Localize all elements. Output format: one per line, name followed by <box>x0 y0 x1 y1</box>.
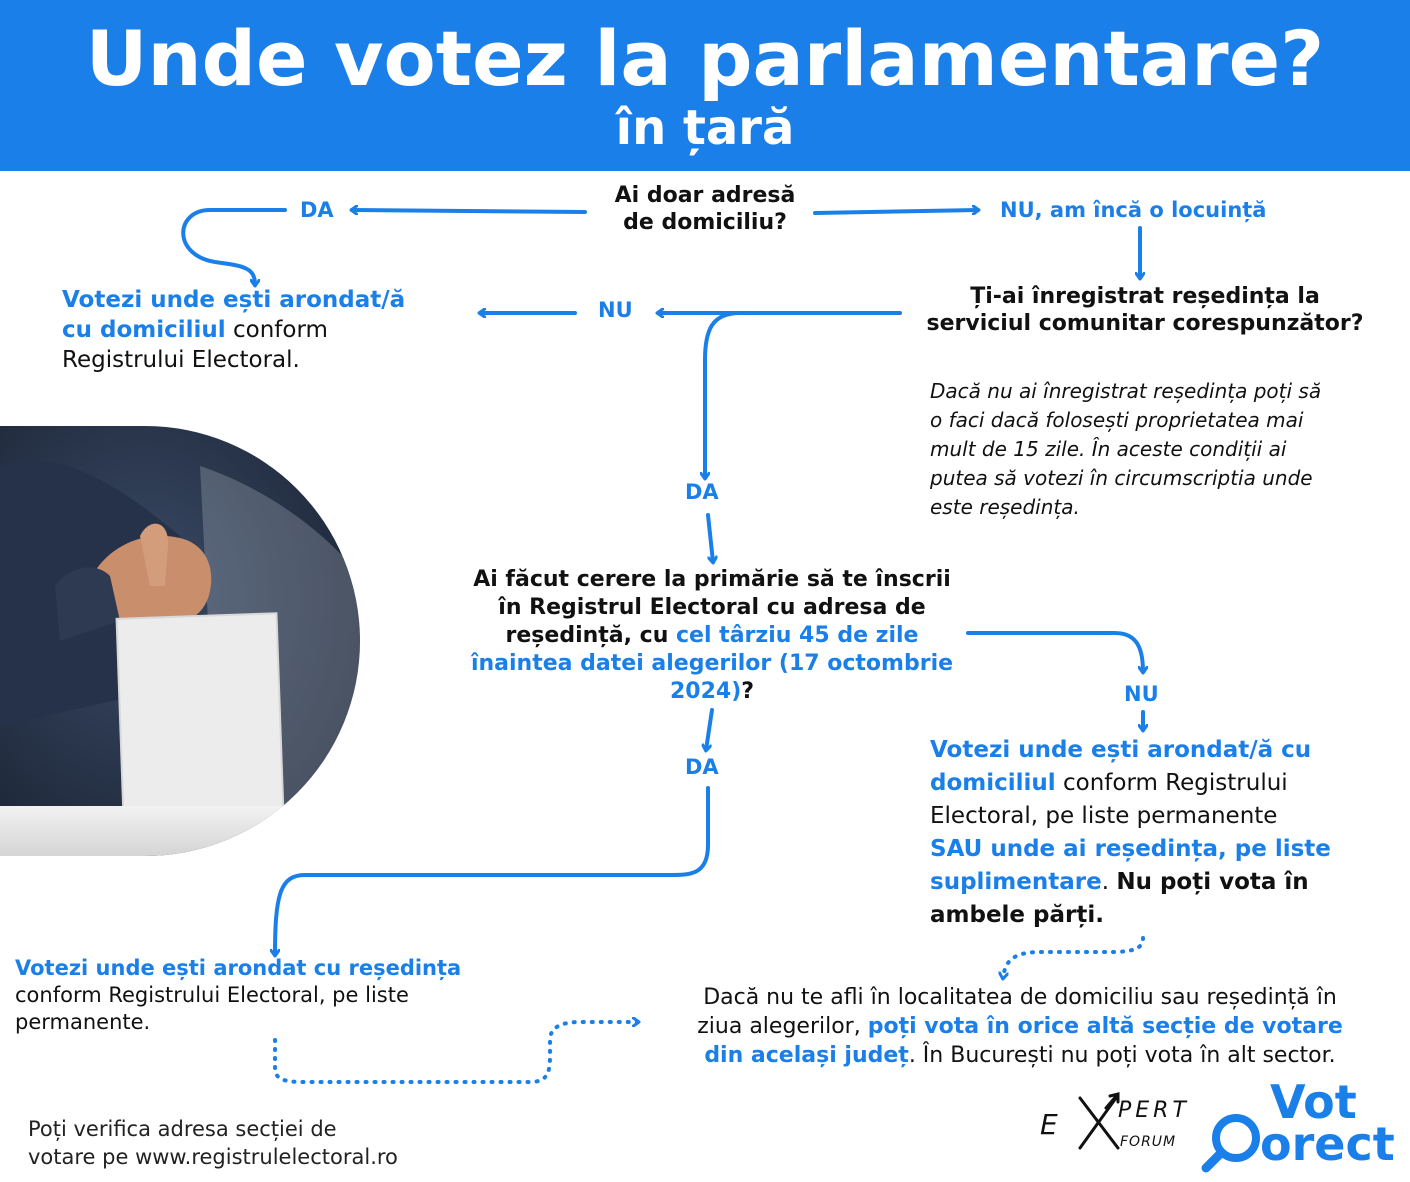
corect-logo-word: orect <box>1260 1117 1395 1171</box>
expert-logo-forum: FORUM <box>1120 1134 1177 1150</box>
arrow-q1-no <box>815 210 978 213</box>
ballot-illustration <box>0 426 360 856</box>
arrow-da-to-q3 <box>708 515 713 562</box>
result-3-text: conform Registrului <box>1055 770 1288 796</box>
result-3 <box>930 734 1400 932</box>
arrow-q2-yes <box>705 313 740 478</box>
result-3-warning: ambele părți. <box>930 902 1104 928</box>
arrow-q1-yes <box>352 210 585 212</box>
label-q1-yes: DA <box>300 198 334 222</box>
result-3-text: Electoral, pe liste permanente <box>930 803 1278 829</box>
magnifier-icon <box>1198 1110 1268 1175</box>
label-q2-no: NU <box>598 298 633 322</box>
label-q3-no: NU <box>1124 682 1159 706</box>
question-3-line: în Registrul Electoral cu adresa de <box>498 595 926 620</box>
question-1-line: de domiciliu? <box>623 210 787 235</box>
final-info-text: Dacă nu te afli în localitatea de domiciliu sau reședință în <box>703 985 1337 1010</box>
dotted-r3-to-final <box>1003 938 1143 978</box>
expert-logo-letter: E <box>1040 1108 1058 1141</box>
question-1-line: Ai doar adresă <box>614 183 796 208</box>
ballot-photo <box>0 426 360 856</box>
question-3-line: ? <box>741 679 755 704</box>
final-info-highlight: poți vota în orice altă secție de votare <box>867 1014 1343 1039</box>
result-1 <box>62 285 482 375</box>
question-1 <box>575 182 835 236</box>
result-2-text: conform Registrului Electoral, pe liste <box>15 983 409 1007</box>
page-title: Unde votez la parlamentare? <box>85 14 1325 103</box>
arrow-q3-yes <box>706 710 712 750</box>
footer-note <box>28 1115 528 1171</box>
footer-line: Poți verifica adresa secției de <box>28 1117 337 1141</box>
result-1-text: conform <box>225 317 328 343</box>
final-info-text: . În București nu poți vota în alt sector. <box>908 1043 1336 1068</box>
question-2-line: Ți-ai înregistrat reședința la <box>970 284 1320 309</box>
result-1-highlight: cu domiciliul <box>62 317 226 343</box>
final-info <box>640 983 1400 1070</box>
arrow-q3-no <box>968 633 1143 672</box>
footer-website: votare pe www.registrulelectoral.ro <box>28 1145 398 1169</box>
deadline-highlight: cel târziu 45 de zile <box>676 623 919 648</box>
label-q2-yes: DA <box>685 480 719 504</box>
result-3-highlight: SAU unde ai reședința, pe liste <box>930 836 1331 862</box>
note-line: putea să votezi în circumscriptia unde <box>930 466 1313 490</box>
question-3-line: reședință, cu <box>505 623 677 648</box>
final-info-text: ziua alegerilor, <box>697 1014 868 1039</box>
expert-logo-word: PERT <box>1118 1098 1190 1123</box>
vot-corect-logo <box>1198 1075 1398 1175</box>
header-banner <box>0 0 1410 171</box>
result-1-highlight: Votezi unde ești arondat/ă <box>62 287 406 313</box>
result-3-highlight: Votezi unde ești arondat/ă cu <box>930 737 1312 763</box>
vot-logo-word: Vot <box>1270 1075 1357 1129</box>
result-3-highlight: suplimentare <box>930 869 1102 895</box>
question-2 <box>890 283 1400 337</box>
final-info-highlight: din același județ <box>704 1043 909 1068</box>
result-1-text: Registrului Electoral. <box>62 347 300 373</box>
note-line: este reședința. <box>930 495 1080 519</box>
note-line: o faci dacă folosești proprietatea mai <box>930 408 1304 432</box>
question-2-line: serviciul comunitar corespunzător? <box>926 311 1364 336</box>
note-line: Dacă nu ai înregistrat reședința poți să <box>930 379 1322 403</box>
question-3-line: Ai făcut cerere la primărie să te înscrii <box>473 567 951 592</box>
label-q1-no: NU, am încă o locuință <box>1000 198 1267 222</box>
expert-forum-logo <box>1040 1090 1190 1170</box>
question-3 <box>432 566 992 706</box>
label-q3-yes: DA <box>685 755 719 779</box>
result-2-highlight: Votezi unde ești arondat cu reședința <box>15 956 462 980</box>
result-2 <box>15 955 495 1036</box>
deadline-highlight: înaintea datei alegerilor (17 octombrie <box>470 651 954 676</box>
note-line: mult de 15 zile. În aceste condiții ai <box>930 437 1287 461</box>
page-subtitle: în țară <box>615 100 795 156</box>
arrow-da-to-r2 <box>275 788 708 955</box>
result-3-text: . <box>1101 869 1117 895</box>
result-3-warning: Nu poți vota în <box>1116 869 1309 895</box>
result-3-highlight: domiciliul <box>930 770 1056 796</box>
deadline-highlight: 2024) <box>669 679 742 704</box>
result-2-text: permanente. <box>15 1010 151 1034</box>
residence-note <box>930 377 1390 522</box>
arrow-yes-to-r1 <box>183 210 285 285</box>
